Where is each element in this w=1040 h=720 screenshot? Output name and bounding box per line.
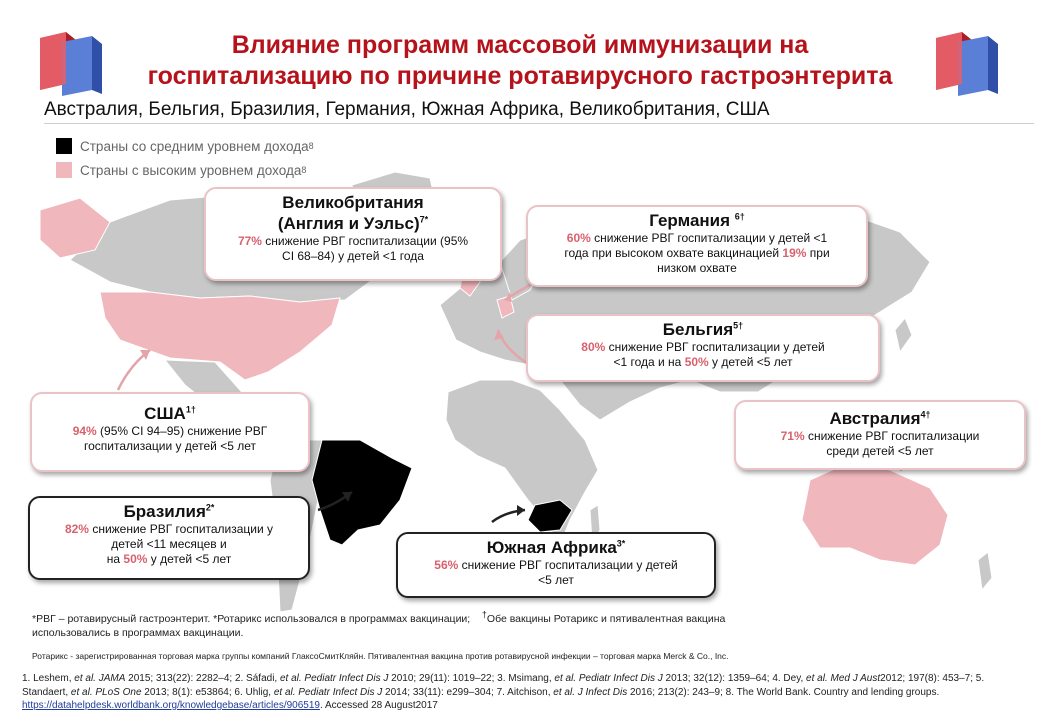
ref-text: 2015; 313(22): 2282–4; 2. Sáfadi,	[125, 673, 280, 684]
legend-item-middle-income: Страны со средним уровнем дохода 8	[56, 134, 314, 158]
page-subtitle: Австралия, Бельгия, Бразилия, Германия, Южная Африка, Великобритания, США	[44, 99, 770, 120]
ref-journal: et al. Pediatr Infect Dis J	[273, 686, 383, 698]
legend-item-high-income: Страны с высоким уровнем дохода 8	[56, 158, 314, 182]
callout-percent: 94%	[72, 424, 97, 438]
callout-text	[404, 558, 708, 588]
japan-shape	[895, 318, 912, 352]
callout-percent: 82%	[64, 522, 89, 536]
callout-text-3: на	[106, 552, 124, 566]
ref-text: 2014; 33(11): e299–304; 7. Aitchison,	[382, 686, 554, 698]
callout-sup: 6†	[734, 211, 745, 222]
callout-text-2: <5 лет	[538, 573, 574, 587]
callout-sup: 4†	[920, 409, 931, 420]
callout-sup: 1†	[185, 404, 196, 415]
footnote-text-2: Обе вакцины Ротарикс и пятивалентная вакцина	[486, 613, 726, 625]
trademark-note: Ротарикс - зарегистрированная торговая марка группы компаний ГлаксоСмитКляйн. Пятивалентная вакцина против ротавирусной инфекции – торговая марка Merck & Co., Inc.	[32, 651, 729, 661]
callout-text	[534, 340, 872, 370]
ref-text: 1. Leshem,	[22, 673, 75, 684]
references	[22, 672, 1032, 713]
ref-text: 2012; 197(8): 453–7; 5. Standaert,	[22, 673, 985, 698]
callout-percent: 19%	[782, 246, 807, 260]
callout-percent: 56%	[434, 558, 459, 572]
ref-text: 2013; 8(1): e53864; 6. Uhlig,	[141, 686, 274, 698]
title-line-1: Влияние программ массовой иммунизации на	[231, 31, 809, 59]
callout-text-1: снижение РВГ госпитализации (95%	[261, 234, 469, 248]
ref-text: 2016; 213(2): 243–9; 8. The World Bank. Country and lending groups.	[627, 686, 940, 698]
ref-text: 2010; 29(11): 1019–22; 3. Msimang,	[388, 673, 555, 684]
callout-title-text: Бельгия	[662, 320, 734, 339]
legend-label: Страны с высоким уровнем дохода	[80, 162, 302, 178]
callout-australia	[734, 400, 1026, 470]
ref-text: . Accessed 28 August2017	[319, 700, 438, 711]
callout-text-4: низком охвате	[657, 261, 737, 275]
callout-title	[38, 403, 302, 424]
callout-text-1: снижение РВГ госпитализации у	[88, 522, 274, 536]
brazil-shape	[312, 440, 412, 545]
callout-percent: 50%	[123, 552, 148, 566]
callout-title-text: Бразилия	[123, 502, 206, 521]
legend	[56, 134, 314, 182]
callout-title-line-2: (Англия и Уэльс)	[277, 214, 420, 233]
callout-brazil	[28, 496, 310, 580]
new-zealand-shape	[978, 552, 992, 590]
callout-text-1: (95% CI 94–95) снижение РВГ	[96, 424, 268, 438]
callout-percent: 77%	[237, 234, 262, 248]
callout-title	[212, 192, 494, 234]
callout-text	[534, 231, 860, 276]
callout-title-text: Германия	[649, 211, 731, 230]
callout-title	[534, 319, 872, 340]
callout-text-1: снижение РВГ госпитализации у детей	[605, 340, 825, 354]
callout-text	[212, 234, 494, 264]
callout-title	[742, 408, 1018, 429]
callout-sup: 2*	[205, 502, 215, 513]
callout-south-africa	[396, 532, 716, 598]
footnote-text-1: *РВГ – ротавирусный гастроэнтерит. *Ротарикс использовался в программах вакцинации;	[32, 613, 471, 625]
callout-text-1: снижение РВГ госпитализации	[804, 429, 980, 443]
callout-text	[36, 522, 302, 567]
callout-title-text: Австралия	[829, 409, 921, 428]
ref-journal: et al. JAMA	[74, 673, 126, 684]
footnote-line-2: использовались в программах вакцинации.	[32, 627, 244, 639]
callout-text-3: при	[806, 246, 830, 260]
callout-uk	[204, 187, 502, 281]
title-line-2: госпитализацию по причине ротавирусного гастроэнтерита	[147, 62, 893, 90]
callout-sup: 3*	[616, 538, 626, 549]
callout-percent: 50%	[684, 355, 709, 369]
footnote-sup: †	[481, 609, 487, 620]
africa-shape	[446, 380, 598, 545]
callout-percent: 71%	[780, 429, 805, 443]
ref-journal: et al. J Infect Dis	[553, 686, 628, 698]
callout-percent: 60%	[566, 231, 591, 245]
usa-shape	[100, 292, 340, 380]
callout-text-2: госпитализации у детей <5 лет	[84, 439, 256, 453]
callout-text-1: снижение РВГ госпитализации у детей	[458, 558, 678, 572]
callout-sup: 5†	[733, 320, 744, 331]
worldbank-link[interactable]: https://datahelpdesk.worldbank.org/knowledgebase/articles/906519	[22, 700, 320, 711]
callout-text-3: у детей <5 лет	[708, 355, 793, 369]
callout-text-2: детей <11 месяцев и	[111, 537, 227, 551]
callout-text-2: CI 68–84) у детей <1 года	[282, 249, 424, 263]
callout-text-1: снижение РВГ госпитализации у детей <1	[590, 231, 828, 245]
callout-text-2: среди детей <5 лет	[826, 444, 934, 458]
footnotes	[32, 609, 1022, 640]
ref-journal: et al. Med J Aust	[806, 673, 881, 684]
callout-text	[38, 424, 302, 454]
callout-sup: 7*	[419, 214, 429, 225]
legend-swatch-middle-income	[56, 138, 72, 154]
callout-belgium	[526, 314, 880, 382]
callout-title	[534, 210, 860, 231]
callout-title-line-1: Великобритания	[282, 193, 424, 212]
callout-germany	[526, 205, 868, 287]
ref-journal: et al. Pediatr Infect Dis J	[279, 673, 389, 684]
legend-swatch-high-income	[56, 162, 72, 178]
callout-text-4: у детей <5 лет	[147, 552, 232, 566]
ref-text: 2013; 32(12): 1359–64; 4. Dey,	[662, 673, 807, 684]
ref-journal: et al. PLoS One	[70, 686, 142, 698]
callout-text	[742, 429, 1018, 459]
callout-title	[404, 537, 708, 558]
callout-text-2: <1 года и на	[613, 355, 685, 369]
ref-journal: et al. Pediatr Infect Dis J	[554, 673, 663, 684]
callout-title-text: Южная Африка	[486, 538, 617, 557]
callout-text-2: года при высоком охвате вакцинацией	[564, 246, 783, 260]
callout-usa	[30, 392, 310, 472]
legend-label: Страны со средним уровнем дохода	[80, 138, 309, 154]
australia-shape	[802, 462, 948, 565]
callout-percent: 80%	[581, 340, 606, 354]
callout-title-text: США	[144, 404, 186, 423]
callout-title	[36, 501, 302, 522]
footnote-line-1	[32, 609, 1022, 626]
